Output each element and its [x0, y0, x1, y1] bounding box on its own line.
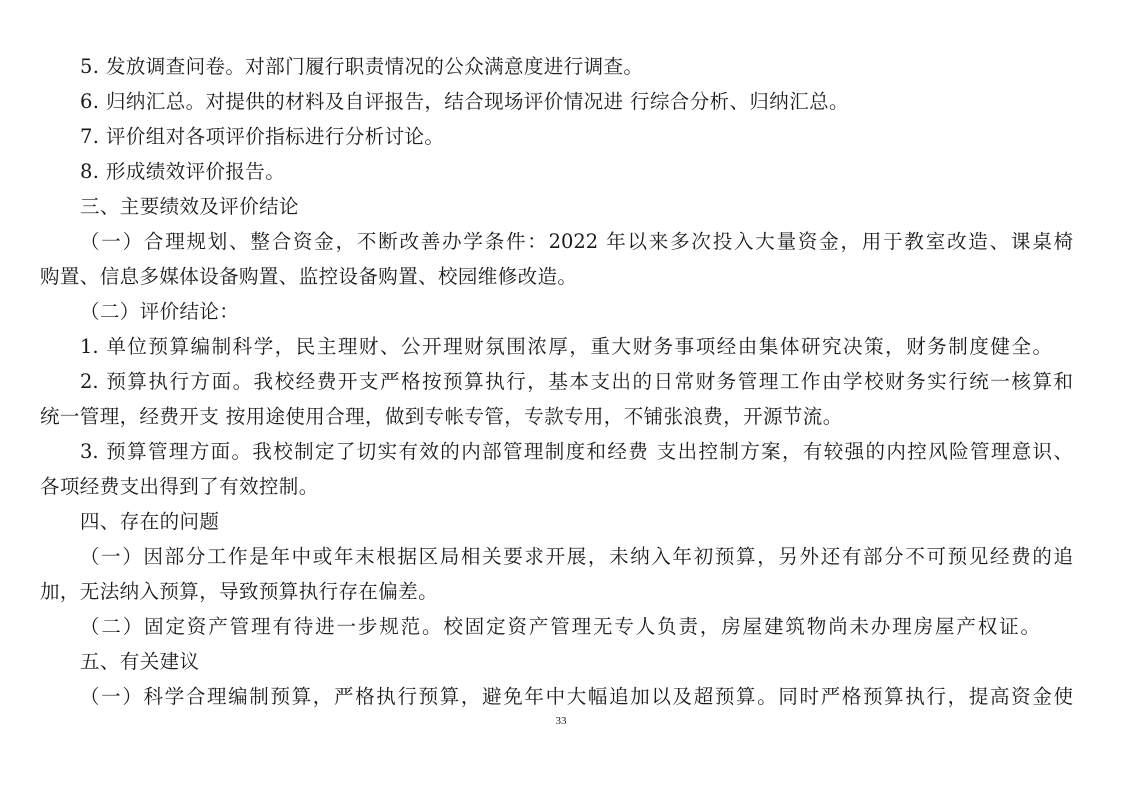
paragraph-line: 购置、信息多媒体设备购置、监控设备购置、校园维修改造。 — [40, 265, 578, 288]
paragraph-line: 1. 单位预算编制科学，民主理财、公开理财氛围浓厚，重大财务事项经由集体研究决策，财务制度健全。 — [80, 335, 1052, 358]
paragraph-line: （一）科学合理编制预算，严格执行预算，避免年中大幅追加以及超预算。同时严格预算执行，提高资金使 — [80, 685, 1073, 708]
section-heading: 五、有关建议 — [80, 650, 200, 673]
paragraph-line: （一）因部分工作是年中或年末根据区局相关要求开展，未纳入年初预算，另外还有部分不可预见经费的追 — [80, 545, 1073, 568]
paragraph-line: 加，无法纳入预算，导致预算执行存在偏差。 — [40, 580, 439, 603]
paragraph-line: 2. 预算执行方面。我校经费开支严格按预算执行，基本支出的日常财务管理工作由学校财务实行统一核算和 — [80, 370, 1073, 393]
paragraph-line: 3. 预算管理方面。我校制定了切实有效的内部管理制度和经费 支出控制方案，有较强的内控风险管理意识、 — [80, 440, 1073, 463]
paragraph-line: （一）合理规划、整合资金，不断改善办学条件：2022 年以来多次投入大量资金，用于教室改造、课桌椅 — [80, 230, 1073, 253]
paragraph-line: 5. 发放调查问卷。对部门履行职责情况的公众满意度进行调查。 — [80, 55, 644, 78]
paragraph-line: 统一管理，经费开支 按用途使用合理，做到专帐专管，专款专用，不铺张浪费，开源节流。 — [40, 405, 843, 428]
paragraph-line: 8. 形成绩效评价报告。 — [80, 160, 286, 183]
page-number: 33 — [555, 715, 567, 727]
paragraph-line: （二）固定资产管理有待进一步规范。校固定资产管理无专人负责，房屋建筑物尚未办理房屋产权证。 — [80, 615, 1040, 638]
section-heading: 四、存在的问题 — [80, 510, 220, 533]
section-heading: 三、主要绩效及评价结论 — [80, 195, 299, 218]
paragraph-line: 各项经费支出得到了有效控制。 — [40, 475, 319, 498]
paragraph-line: （二）评价结论： — [80, 300, 240, 323]
paragraph-line: 6. 归纳汇总。对提供的材料及自评报告，结合现场评价情况进 行综合分析、归纳汇总。 — [80, 90, 849, 113]
paragraph-line: 7. 评价组对各项评价指标进行分析讨论。 — [80, 125, 445, 148]
